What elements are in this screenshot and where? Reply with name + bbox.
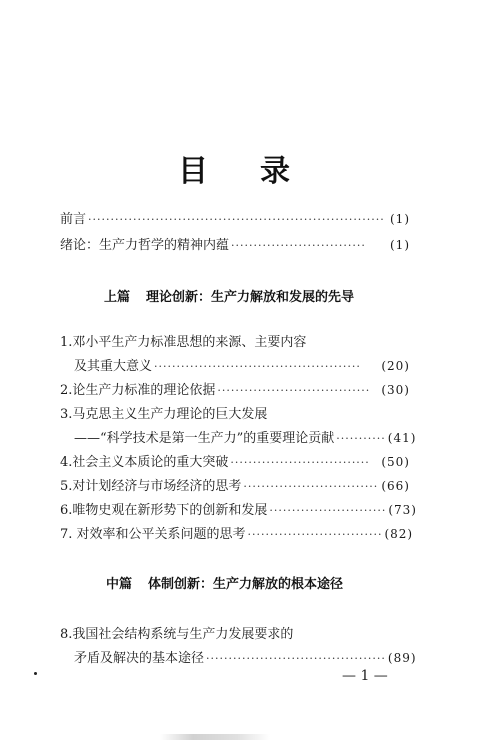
toc-entry-item-6[interactable] [60, 499, 417, 518]
toc-leader-dots: ·············································· [154, 360, 361, 373]
toc-entry-label: 矛盾及解决的基本途径 [74, 651, 205, 666]
toc-page-number: (41) [387, 431, 417, 445]
toc-entry-item-1[interactable] [74, 355, 410, 374]
section-part-label: 中篇 [106, 577, 133, 592]
scan-speck [34, 672, 37, 675]
toc-page-number: (20) [381, 359, 410, 373]
toc-entry-label: 前言 [60, 212, 87, 227]
toc-page-number: (30) [381, 383, 410, 397]
toc-leader-dots: ·································································· [88, 213, 385, 226]
toc-entry-label-line1[interactable]: 1.邓小平生产力标准思想的来源、主要内容 [60, 335, 307, 350]
toc-entry-item-4[interactable] [60, 451, 410, 470]
section-title: 理论创新：生产力解放和发展的先导 [146, 290, 355, 305]
toc-entry-label: 绪论：生产力哲学的精神内蕴 [60, 238, 230, 253]
toc-entry-item-5[interactable] [60, 475, 410, 494]
toc-entry-label: 及其重大意义 [74, 359, 153, 374]
toc-entry-item-2[interactable] [60, 379, 410, 398]
toc-page-number: (73) [388, 503, 417, 517]
toc-leader-dots: ········································ [206, 652, 386, 665]
toc-leader-dots: ······························· [230, 456, 370, 469]
toc-entry-preface[interactable] [60, 208, 410, 227]
page-number-footer: — 1 — [342, 668, 388, 684]
toc-leader-dots: ··········· [336, 432, 386, 445]
section-heading-part1 [104, 286, 354, 305]
toc-entry-label: 6.唯物史观在新形势下的创新和发展 [60, 503, 268, 518]
toc-leader-dots: ······························ [231, 239, 366, 252]
toc-leader-dots: ·································· [217, 384, 371, 397]
toc-entry-item-8[interactable] [74, 647, 417, 666]
toc-page-number: (66) [381, 479, 410, 493]
toc-entry-item-7[interactable] [60, 523, 414, 542]
toc-entry-label: 4.社会主义本质论的重大突破 [60, 455, 229, 470]
toc-page-number: (1) [390, 212, 410, 226]
toc-entry-label-line1[interactable]: 3.马克思主义生产力理论的巨大发展 [60, 407, 268, 422]
toc-entry-intro[interactable] [60, 234, 410, 253]
section-part-label: 上篇 [104, 290, 131, 305]
toc-page-number: (50) [381, 455, 410, 469]
toc-entry-item-3[interactable] [74, 427, 417, 446]
toc-entry-label-line1[interactable]: 8.我国社会结构系统与生产力发展要求的 [60, 627, 294, 642]
toc-page-number: (1) [390, 238, 410, 252]
section-title: 体制创新：生产力解放的根本途径 [148, 577, 344, 592]
toc-page-number: (89) [387, 651, 417, 665]
toc-leader-dots: ······························ [247, 528, 383, 541]
scan-smudge [160, 734, 270, 740]
toc-entry-label: 7. 对效率和公平关系问题的思考 [60, 527, 246, 542]
toc-entry-label: 2.论生产力标准的理论依据 [60, 383, 216, 398]
page-title: 目录 [178, 154, 342, 189]
toc-leader-dots: ······························ [243, 480, 379, 493]
toc-leader-dots: ·························· [269, 504, 387, 517]
toc-page-number: (82) [384, 527, 414, 541]
toc-entry-label: 5.对计划经济与市场经济的思考 [60, 479, 242, 494]
toc-entry-label: ——“科学技术是第一生产力”的重要理论贡献 [74, 431, 335, 446]
section-heading-part2 [106, 573, 343, 592]
